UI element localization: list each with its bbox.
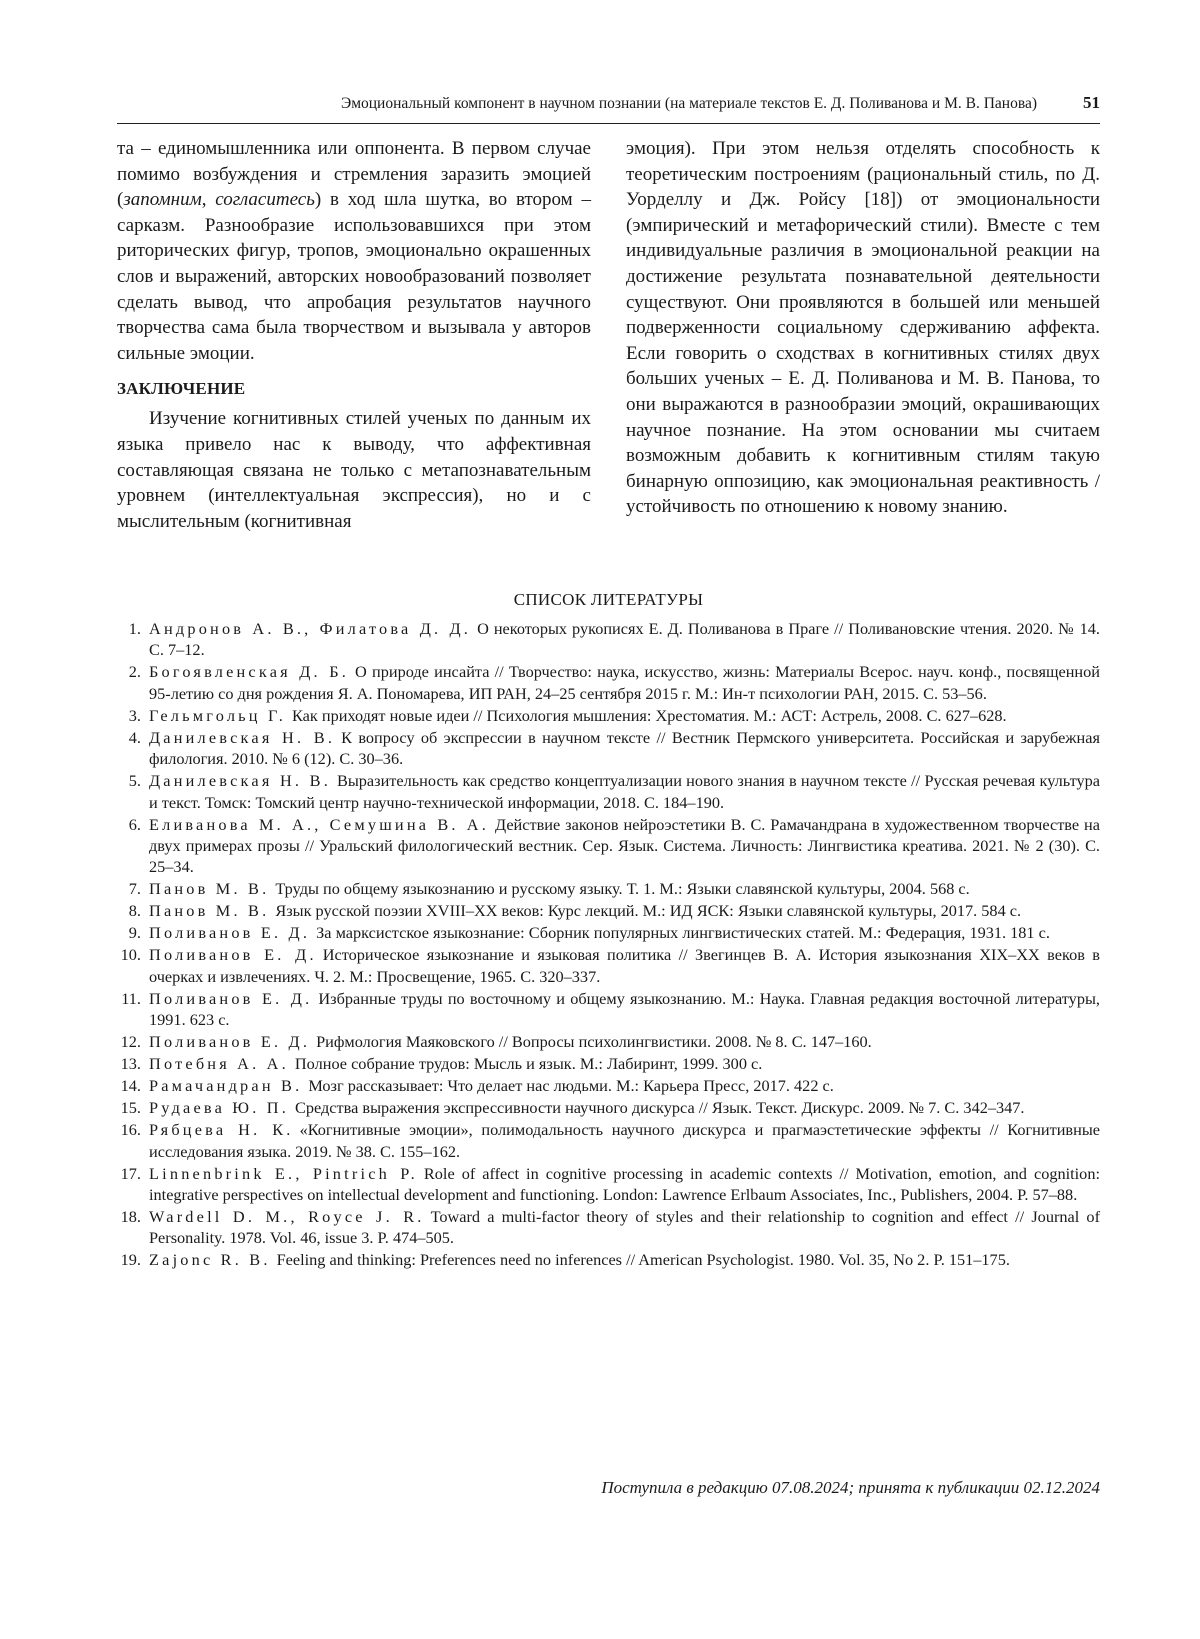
reference-number: 7. bbox=[128, 879, 141, 899]
reference-author: Данилевская Н. В. bbox=[149, 771, 331, 791]
reference-author: Панов М. В. bbox=[149, 879, 270, 899]
reference-number: 6. bbox=[128, 814, 141, 834]
reference-item bbox=[117, 661, 1100, 704]
reference-text: Role of affect in cognitive processing in academic contexts // Motivation, emotion, and cognition: integrative perspectives on intellectual development and functioning. London: Lawrence Erlbaum Associates, Inc., Publishers, 2004. P. 57–88. bbox=[149, 1163, 1100, 1205]
reference-author: Богоявленская Д. Б. bbox=[149, 662, 350, 682]
page-number: 51 bbox=[1083, 93, 1100, 112]
reference-number: 14. bbox=[120, 1076, 141, 1096]
reference-item bbox=[117, 1053, 1100, 1074]
reference-author: Zajonc R. B. bbox=[149, 1250, 271, 1270]
reference-number: 15. bbox=[120, 1098, 141, 1118]
reference-text: Feeling and thinking: Preferences need no inferences // American Psychologist. 1980. Vol. 35, No 2. P. 151–175. bbox=[276, 1250, 1010, 1270]
reference-text: Историческое языкознание и языковая политика // Звегинцев В. А. История языкознания XIX–XX веков в очерках и извлечениях. Ч. 2. М.: Просвещение, 1965. С. 320–337. bbox=[149, 945, 1100, 986]
reference-number: 18. bbox=[120, 1207, 141, 1227]
reference-text: Средства выражения экспрессивности научного дискурса // Язык. Текст. Дискурс. 2009. № 7. С. 342–347. bbox=[294, 1098, 1025, 1118]
reference-text: О некоторых рукописях Е. Д. Поливанова в Праге // Поливановские чтения. 2020. № 14. С. 7–12. bbox=[149, 619, 1100, 660]
reference-number: 4. bbox=[128, 727, 141, 747]
reference-text: Как приходят новые идеи // Психология мышления: Хрестоматия. М.: АСТ: Астрель, 2008. С. 627–628. bbox=[292, 705, 1007, 725]
reference-number: 5. bbox=[128, 771, 141, 791]
reference-number: 13. bbox=[120, 1054, 141, 1074]
reference-author: Гельмгольц Г. bbox=[149, 705, 287, 725]
reference-author: Панов М. В. bbox=[149, 901, 270, 921]
reference-text: Труды по общему языкознанию и русскому языку. Т. 1. М.: Языки славянской культуры, 2004. 568 с. bbox=[275, 879, 970, 899]
reference-author: Потебня А. А. bbox=[149, 1054, 289, 1074]
received-note: Поступила в редакцию 07.08.2024; принята к публикации 02.12.2024 bbox=[601, 1478, 1100, 1497]
reference-item bbox=[117, 1031, 1100, 1052]
reference-item bbox=[117, 618, 1100, 661]
example-word-1: запомним bbox=[123, 189, 202, 211]
reference-item bbox=[117, 922, 1100, 943]
reference-author: Поливанов Е. Д. bbox=[149, 923, 311, 943]
reference-text: За марксистское языкознание: Сборник популярных лингвистических статей. М.: Федерация, 1931. 181 с. bbox=[316, 923, 1050, 943]
reference-number: 19. bbox=[120, 1250, 141, 1270]
example-word-2: согласитесь bbox=[215, 189, 315, 211]
reference-item bbox=[117, 1163, 1100, 1206]
reference-author: Данилевская Н. В. bbox=[149, 727, 336, 747]
paragraph-continuation: та – единомышленника или оппонента. В первом случае помимо возбуждения и стремления заразить эмоцией (запомним, согласитесь) в ход шла шутка, во втором – сарказм. Разнообразие использовавшихся при этом риторических фигур, тропов, эмоционально окрашенных слов и выражений, авторских новообразований позволяет сделать вывод, что апробация результатов научного творчества сама была творчеством и вызывала у авторов сильные эмоции. bbox=[117, 138, 591, 364]
reference-number: 9. bbox=[128, 923, 141, 943]
reference-item bbox=[117, 900, 1100, 921]
reference-number: 8. bbox=[128, 901, 141, 921]
reference-text: Действие законов нейроэстетики В. С. Рамачандрана в художественном творчестве на двух примерах прозы // Уральский филологический вестник. Сер. Язык. Система. Личность: Лингвистика креатива. 2021. № 2 (30). С. 25–34. bbox=[149, 814, 1100, 877]
reference-text: Выразительность как средство концептуализации нового знания в научном тексте // Русская речевая культура и текст. Томск: Томский центр научно-технической информации, 2018. С. 184–190. bbox=[149, 771, 1100, 812]
running-title: Эмоциональный компонент в научном познании (на материале текстов Е. Д. Поливанова и М. В. Панова) bbox=[340, 95, 1037, 112]
reference-text: Рифмология Маяковского // Вопросы психолингвистики. 2008. № 8. С. 147–160. bbox=[316, 1032, 872, 1052]
reference-number: 11. bbox=[121, 988, 141, 1008]
paragraph-conclusion-continued: эмоция). При этом нельзя отделять способность к теоретическим построениям (рациональный стиль, по Д. Уорделлу и Дж. Ройсу [18]) от эмоциональности (эмпирический и метафорический стили). Вместе с тем индивидуальные различия в эмоциональной реакции на достижение результата познавательной деятельности существуют. Они проявляются в большей или меньшей подверженности социальному сдерживанию аффекта. Если говорить о сходствах в когнитивных стилях двух больших ученых – Е. Д. Поливанова и М. В. Панова, то они выражаются в разнообразии эмоций, окрашивающих научное познание. На этом основании мы считаем возможным добавить к когнитивным стилям такую бинарную оппозицию, как эмоциональная реактивность / устойчивость по отношению к новому знанию. bbox=[626, 138, 1100, 518]
reference-author: Рудаева Ю. П. bbox=[149, 1098, 289, 1118]
references-list bbox=[117, 618, 1100, 1271]
reference-text: К вопросу об экспрессии в научном тексте // Вестник Пермского университета. Российская и зарубежная филология. 2010. № 6 (12). С. 30–36. bbox=[149, 727, 1100, 769]
right-column bbox=[626, 136, 1100, 520]
reference-item bbox=[117, 944, 1100, 987]
reference-author: Linnenbrink E., Pintrich P. bbox=[149, 1163, 418, 1183]
reference-item bbox=[117, 770, 1100, 813]
reference-number: 10. bbox=[120, 945, 141, 965]
body-columns bbox=[117, 136, 1100, 576]
reference-item bbox=[117, 727, 1100, 770]
paragraph-conclusion: Изучение когнитивных стилей ученых по данным их языка привело нас к выводу, что аффективная составляющая связана не только с метапознавательным уровнем (интеллектуальная экспрессия), но и с мыслительным (когнитивная bbox=[117, 408, 591, 532]
reference-number: 2. bbox=[128, 662, 141, 682]
reference-author: Еливанова М. А., Семушина В. А. bbox=[149, 814, 490, 834]
running-header bbox=[117, 93, 1100, 124]
section-heading-conclusion: ЗАКЛЮЧЕНИЕ bbox=[117, 379, 246, 399]
references-heading: СПИСОК ЛИТЕРАТУРЫ bbox=[513, 590, 704, 609]
reference-author: Андронов А. В., Филатова Д. Д. bbox=[149, 619, 472, 638]
reference-author: Поливанов Е. Д. bbox=[149, 945, 317, 965]
reference-author: Wardell D. M., Royce J. R. bbox=[149, 1207, 425, 1227]
reference-author: Поливанов Е. Д. bbox=[149, 1032, 311, 1052]
reference-item bbox=[117, 1075, 1100, 1096]
reference-number: 12. bbox=[120, 1032, 141, 1052]
reference-number: 3. bbox=[128, 705, 141, 725]
reference-text: «Когнитивные эмоции», полимодальность научного дискурса и прагмаэстетические эффекты // Когнитивные исследования языка. 2019. № 38. С. 155–162. bbox=[149, 1120, 1100, 1161]
reference-text: О природе инсайта // Творчество: наука, искусство, жизнь: Материалы Всерос. науч. конф., посвященной 95-летию со дня рождения Я. А. Пономарева, ИП РАН, 24–25 сентября 2015 г. М.: Ин-т психологии РАН, 2015. С. 53–56. bbox=[149, 662, 1100, 703]
reference-author: Поливанов Е. Д. bbox=[149, 988, 313, 1008]
reference-text: Toward a multi-factor theory of styles and their relationship to cognition and effect // Journal of Personality. 1978. Vol. 46, issue 3. P. 474–505. bbox=[149, 1207, 1100, 1248]
reference-item bbox=[117, 1097, 1100, 1118]
reference-number: 16. bbox=[120, 1120, 141, 1140]
reference-text: Полное собрание трудов: Мысль и язык. М.: Лабиринт, 1999. 300 с. bbox=[294, 1054, 763, 1074]
reference-number: 1. bbox=[128, 619, 141, 638]
reference-text: Язык русской поэзии XVIII–XX веков: Курс лекций. М.: ИД ЯСК: Языки славянской культуры, 2017. 584 с. bbox=[275, 901, 1022, 921]
reference-item bbox=[117, 814, 1100, 878]
reference-item bbox=[117, 1119, 1100, 1162]
reference-number: 17. bbox=[120, 1163, 141, 1183]
reference-item bbox=[117, 878, 1100, 899]
reference-text: Мозг рассказывает: Что делает нас людьми. М.: Карьера Пресс, 2017. 422 с. bbox=[308, 1076, 834, 1096]
reference-item bbox=[117, 705, 1100, 726]
reference-item bbox=[117, 1249, 1100, 1270]
reference-item bbox=[117, 1206, 1100, 1249]
reference-item bbox=[117, 988, 1100, 1031]
reference-author: Рамачандран В. bbox=[149, 1076, 303, 1096]
reference-text: Избранные труды по восточному и общему языкознанию. М.: Наука. Главная редакция восточной литературы, 1991. 623 с. bbox=[149, 988, 1100, 1030]
reference-author: Рябцева Н. К. bbox=[149, 1120, 294, 1140]
left-column bbox=[117, 136, 591, 534]
